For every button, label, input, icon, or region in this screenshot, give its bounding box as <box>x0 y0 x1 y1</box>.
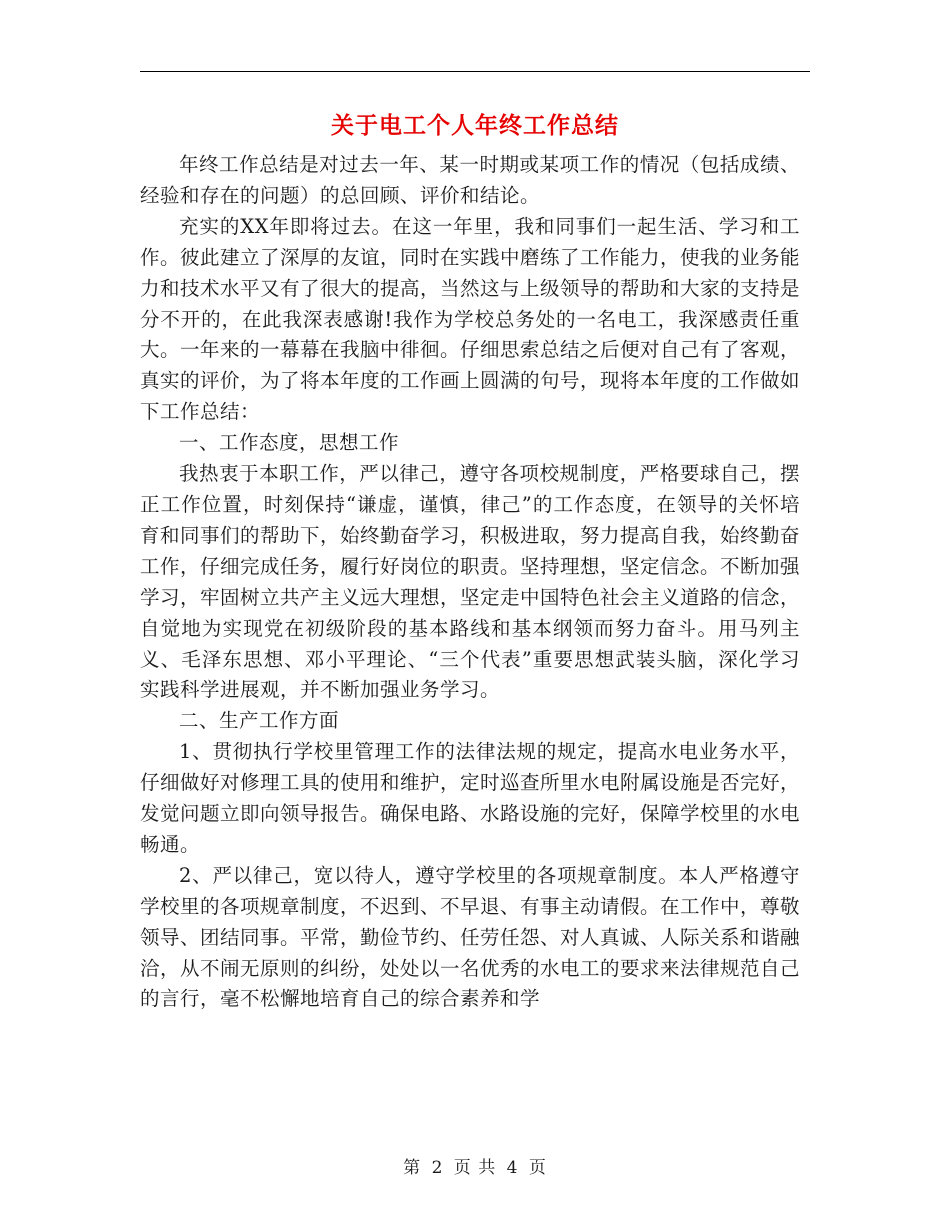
header-rule <box>140 71 810 72</box>
paragraph-intro: 年终工作总结是对过去一年、某一时期或某项工作的情况（包括成绩、经验和存在的问题）的总回顾、评价和结论。 <box>140 153 800 207</box>
footer-page-number: 2 <box>431 1158 444 1178</box>
section-heading-attitude: 一、工作态度，思想工作 <box>179 431 400 455</box>
paragraph-overview: 充实的XX年即将过去。在这一年里，我和同事们一起生活、学习和工作。彼此建立了深厚的友谊，同时在实践中磨练了工作能力，使我的业务能力和技术水平又有了很大的提高，当然这与上级领导的帮助和大家的支持是分不开的，在此我深表感谢!我作为学校总务处的一名电工，我深感责任重大。一年来的一幕幕在我脑中徘徊。仔细思索总结之后便对自己有了客观，真实的评价，为了将本年度的工作画上圆满的句号，现将本年度的工作做如下工作总结： <box>140 214 801 424</box>
section-heading-production: 二、生产工作方面 <box>179 709 340 733</box>
footer-prefix: 第 <box>403 1158 422 1178</box>
document-title: 关于电工个人年终工作总结 <box>331 112 619 139</box>
paragraph-production-2: 2、严以律己，宽以待人，遵守学校里的各项规章制度。本人严格遵守学校里的各项规章制度，不迟到、不早退、有事主动请假。在工作中，尊敬领导、团结同事。平常，勤俭节约、任劳任怨、对人真诚、人际关系和谐融洽，从不闹无原则的纠纷，处处以一名优秀的水电工的要求来法律规范自己的言行，毫不松懈地培育自己的综合素养和学 <box>140 863 801 1011</box>
footer-total-pages: 4 <box>506 1158 519 1178</box>
paragraph-attitude: 我热衷于本职工作，严以律己，遵守各项校规制度，严格要球自己，摆正工作位置，时刻保持“谦虚，谨慎，律己”的工作态度，在领导的关怀培育和同事们的帮助下，始终勤奋学习，积极进取，努力提高自我，始终勤奋工作，仔细完成任务，履行好岗位的职责。坚持理想，坚定信念。不断加强学习，牢固树立共产主义远大理想，坚定走中国特色社会主义道路的信念，自觉地为实现党在初级阶段的基本路线和基本纲领而努力奋斗。用马列主义、毛泽东思想、邓小平理论、“三个代表”重要思想武装头脑，深化学习实践科学进展观，并不断加强业务学习。 <box>140 462 801 702</box>
footer-suffix: 页 <box>528 1158 547 1178</box>
document-body <box>140 150 800 1015</box>
paragraph-production-1: 1、贯彻执行学校里管理工作的法律法规的规定，提高水电业务水平，仔细做好对修理工具的使用和维护，定时巡查所里水电附属设施是否完好，发觉问题立即向领导报告。确保电路、水路设施的完好，保障学校里的水电畅通。 <box>140 740 801 856</box>
page-footer <box>0 1153 950 1178</box>
footer-middle: 页 共 <box>453 1158 497 1178</box>
